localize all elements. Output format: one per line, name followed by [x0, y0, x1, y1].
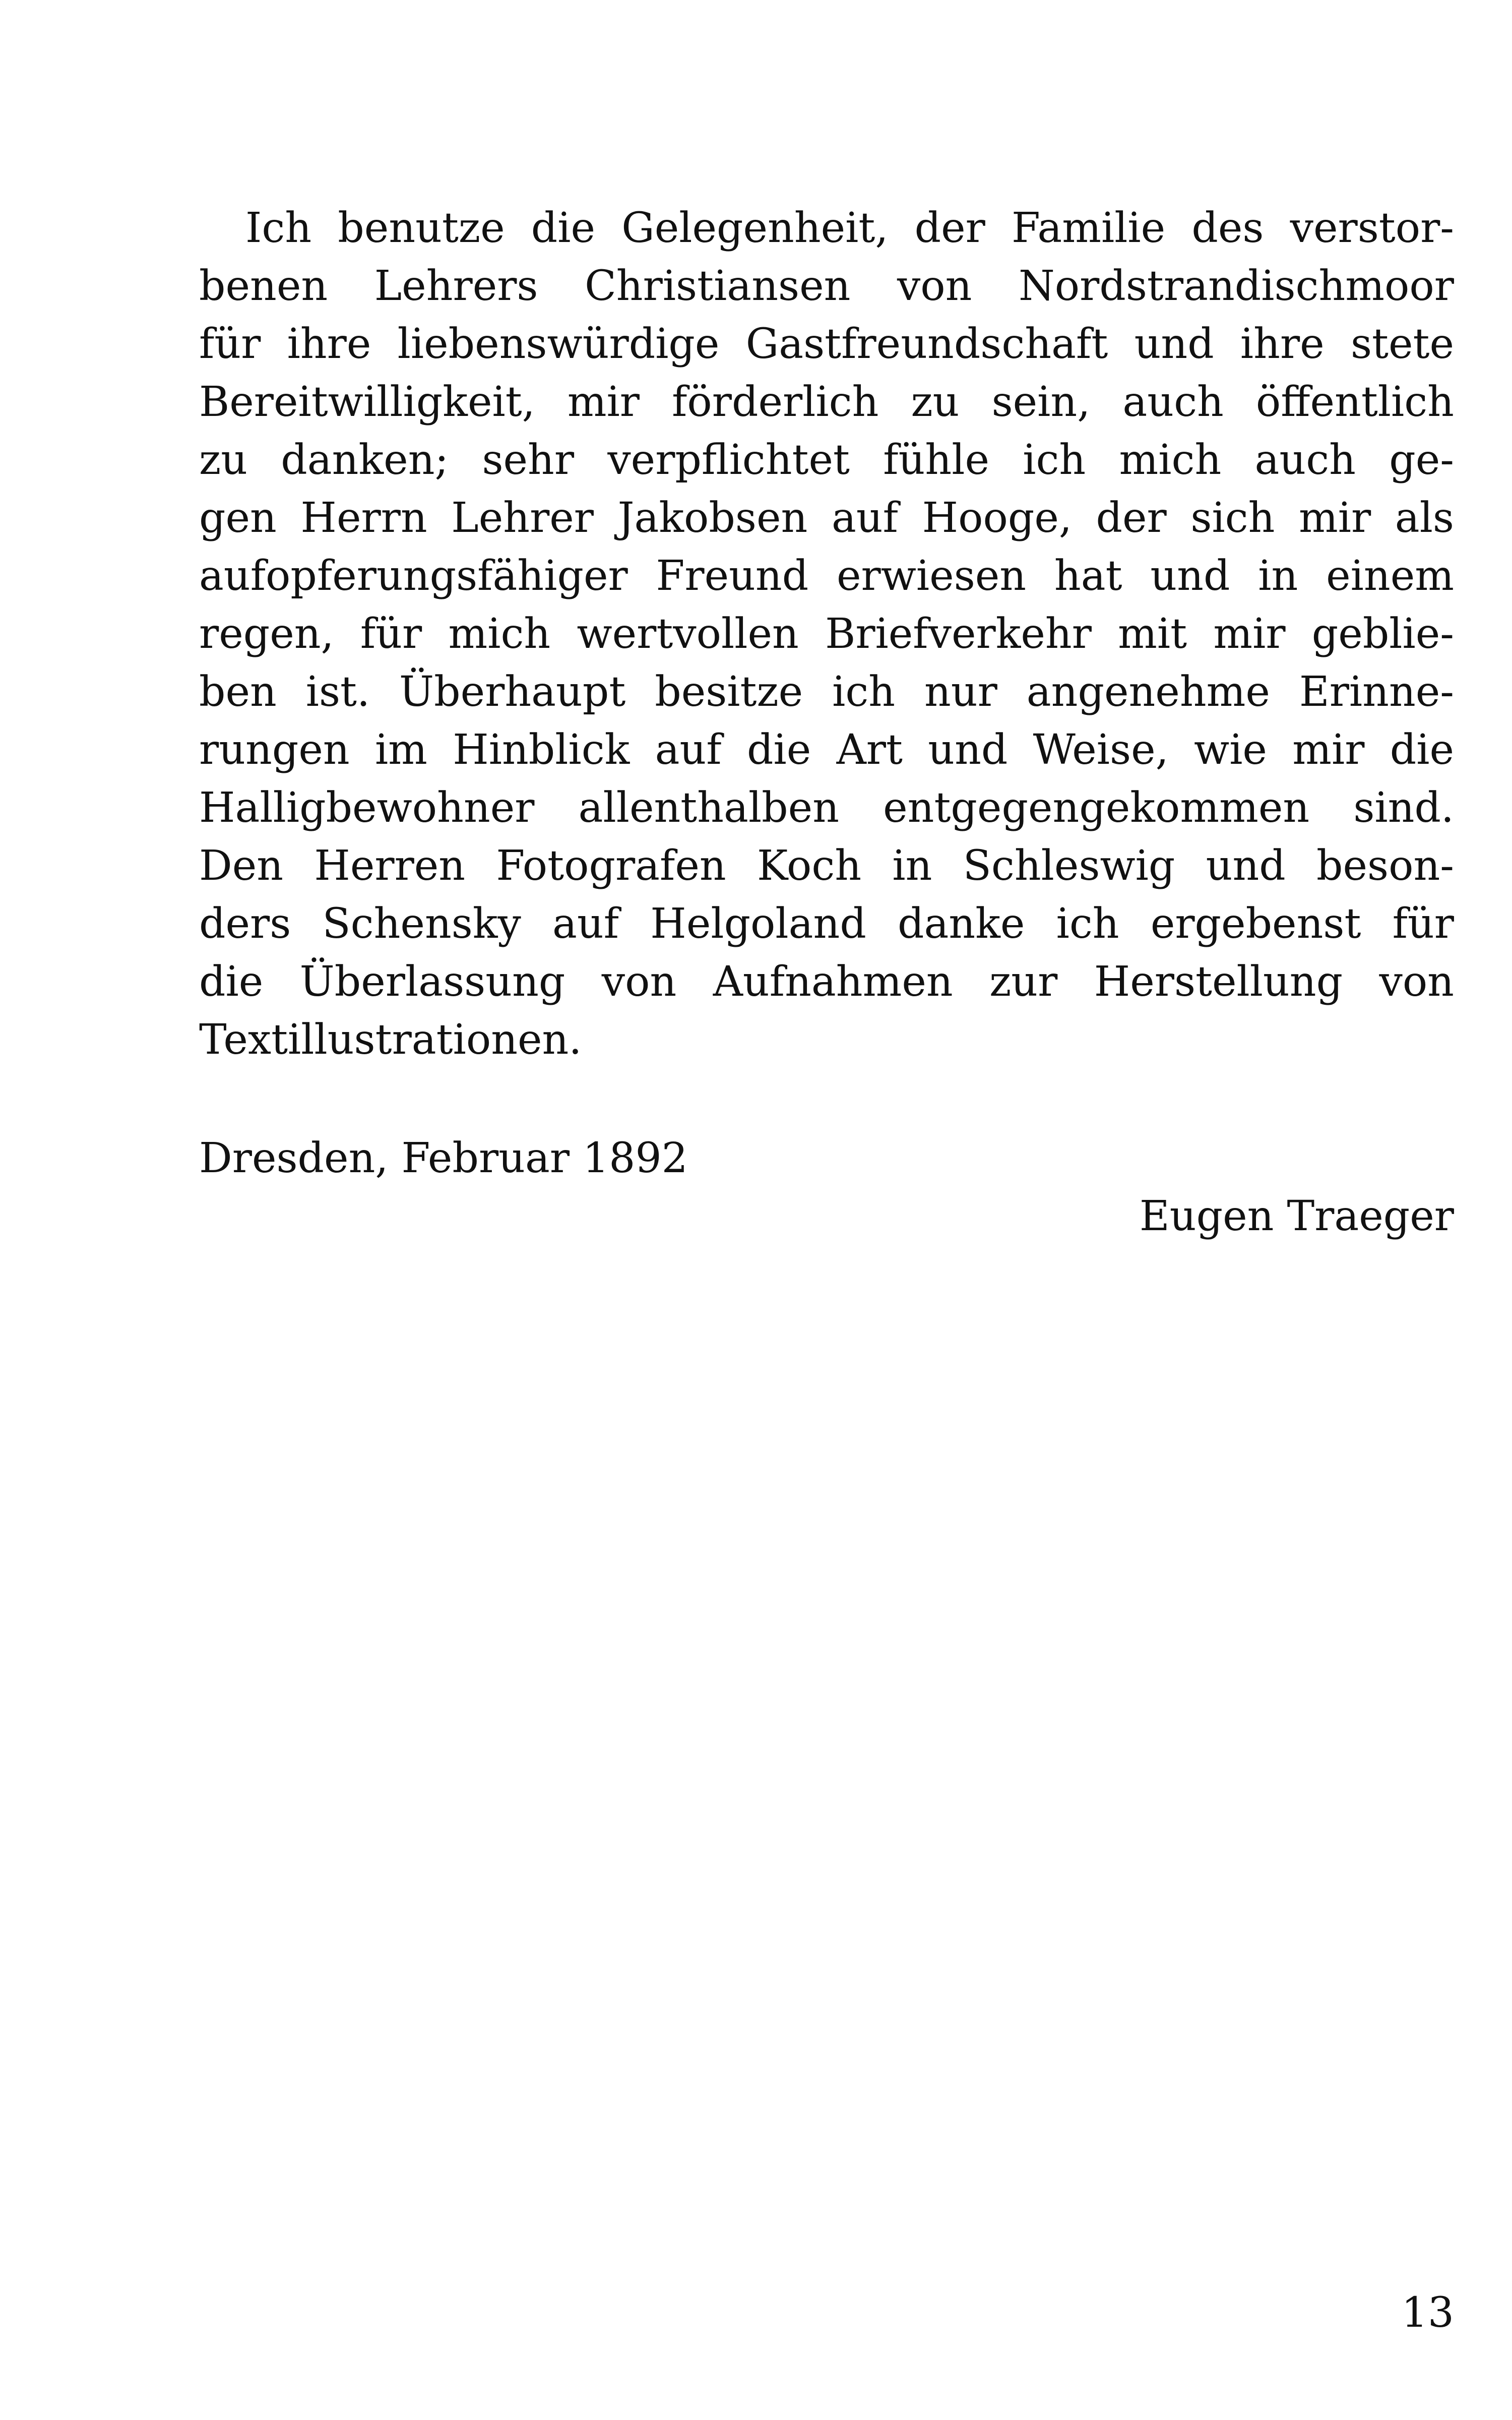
author-signature: Eugen Traeger: [1139, 1192, 1454, 1240]
text-line: Den Herren Fotografen Koch in Schleswig und beson-: [199, 842, 1454, 890]
text-line: die Überlassung von Aufnahmen zur Herstellung von: [199, 958, 1454, 1006]
text-line: Halligbewohner allenthalben entgegengekommen sind.: [199, 784, 1454, 832]
place-date: Dresden, Februar 1892: [199, 1134, 688, 1182]
text-line: Bereitwilligkeit, mir förderlich zu sein, auch öffentlich: [199, 378, 1454, 426]
text-line: Ich benutze die Gelegenheit, der Familie des verstor-: [245, 204, 1454, 252]
page-number: 13: [1401, 2289, 1454, 2337]
body-paragraph: [199, 199, 1454, 1069]
text-line: rungen im Hinblick auf die Art und Weise, wie mir die: [199, 726, 1454, 774]
text-line: ders Schensky auf Helgoland danke ich ergebenst für: [199, 900, 1454, 948]
text-line: regen, für mich wertvollen Briefverkehr mit mir geblie-: [199, 610, 1454, 658]
text-line: gen Herrn Lehrer Jakobsen auf Hooge, der sich mir als: [199, 494, 1454, 542]
text-line: benen Lehrers Christiansen von Nordstrandischmoor: [199, 262, 1454, 310]
text-line: aufopferungsfähiger Freund erwiesen hat und in einem: [199, 552, 1454, 600]
text-line: ben ist. Überhaupt besitze ich nur angenehme Erinne-: [199, 668, 1454, 716]
text-line: für ihre liebenswürdige Gastfreundschaft und ihre stete: [199, 320, 1454, 368]
text-line: zu danken; sehr verpflichtet fühle ich mich auch ge-: [199, 436, 1454, 484]
text-line: Textillustrationen.: [199, 1016, 582, 1064]
